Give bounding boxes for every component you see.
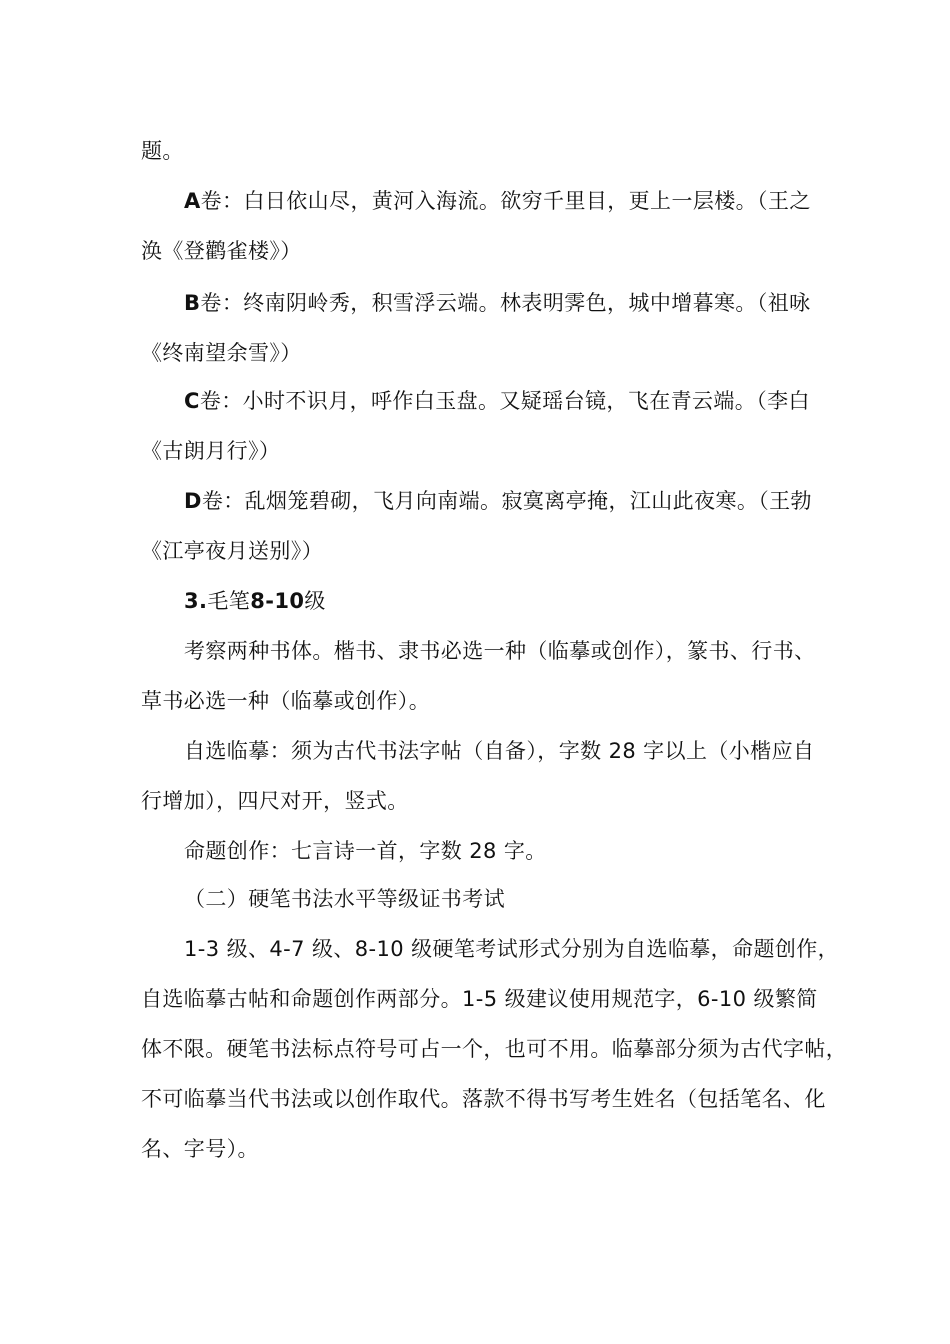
volume-c-text: 卷：小时不识月，呼作白玉盘。又疑瑶台镜，飞在青云端。（李白 [199, 389, 810, 413]
heading-range: 8-10 [250, 589, 305, 613]
volume-c-label: C [184, 389, 200, 413]
volume-d-line-2: 《江亭夜月送别》） [141, 539, 324, 563]
volume-b-line-2: 《终南望余雪》） [141, 341, 302, 365]
brush-paragraph-line-1: 考察两种书体。楷书、隶书必选一种（临摹或创作），篆书、行书、 [184, 639, 816, 663]
pen-paragraph-line-4: 不可临摹当代书法或以创作取代。落款不得书写考生姓名（包括笔名、化 [141, 1087, 826, 1111]
volume-b-line-1 [184, 290, 884, 316]
paragraph-continuation: 题。 [141, 139, 184, 163]
volume-d-text: 卷：乱烟笼碧砌，飞月向南端。寂寞离亭掩，江山此夜寒。（王勃 [201, 489, 812, 513]
volume-c-line-2: 《古朗月行》） [141, 439, 281, 463]
volume-b-label: B [184, 291, 201, 315]
volume-a-line-1 [184, 188, 884, 214]
pen-paragraph-line-1: 1-3 级、4-7 级、8-10 级硬笔考试形式分别为自选临摹，命题创作， [184, 937, 840, 961]
volume-b-text: 卷：终南阴岭秀，积雪浮云端。林表明霁色，城中增暮寒。（祖咏 [200, 291, 811, 315]
pen-paragraph-line-5: 名、字号）。 [141, 1137, 259, 1161]
volume-a-line-2: 涣《登鹳雀楼》） [141, 239, 302, 263]
section-heading-brush [184, 588, 884, 614]
copy-paragraph-line-1: 自选临摹：须为古代书法字帖（自备），字数 28 字以上（小楷应自 [184, 739, 815, 763]
heading-text: 毛笔 [207, 589, 251, 613]
brush-paragraph-line-2: 草书必选一种（临摹或创作）。 [141, 689, 431, 713]
volume-c-line-1 [184, 388, 884, 414]
volume-a-text: 卷：白日依山尽，黄河入海流。欲穷千里目，更上一层楼。（王之 [200, 189, 811, 213]
heading-number: 3. [184, 589, 208, 613]
pen-paragraph-line-3: 体不限。硬笔书法标点符号可占一个，也可不用。临摹部分须为古代字帖， [141, 1037, 848, 1061]
volume-d-line-1 [184, 488, 884, 514]
heading-suffix: 级 [304, 589, 326, 613]
copy-paragraph-line-2: 行增加），四尺对开，竖式。 [141, 789, 409, 813]
creation-paragraph: 命题创作：七言诗一首，字数 28 字。 [184, 839, 547, 863]
section-heading-pen: （二）硬笔书法水平等级证书考试 [184, 887, 505, 911]
volume-a-label: A [184, 189, 201, 213]
volume-d-label: D [184, 489, 202, 513]
pen-paragraph-line-2: 自选临摹古帖和命题创作两部分。1-5 级建议使用规范字，6-10 级繁简 [141, 987, 818, 1011]
